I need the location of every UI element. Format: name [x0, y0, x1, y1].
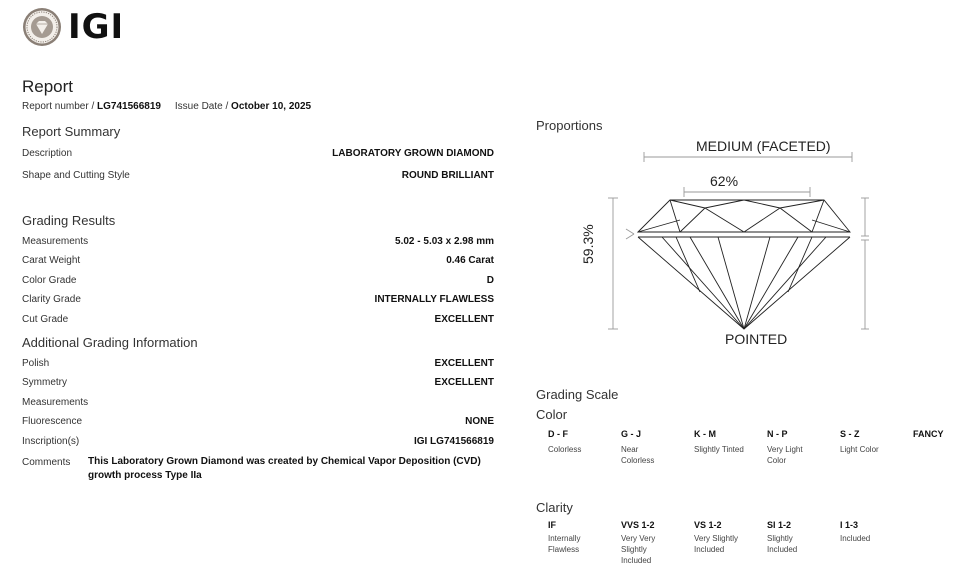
clarity-desc: Internally Flawless — [548, 534, 581, 554]
color-code: FANCY — [913, 429, 944, 439]
clarity-scale-title: Clarity — [536, 500, 573, 515]
color-code: K - M — [694, 429, 716, 439]
grading-row — [22, 314, 494, 330]
clarity-desc: Very Very Slightly Included — [621, 534, 656, 565]
row-value: EXCELLENT — [434, 358, 494, 369]
row-value: ROUND BRILLIANT — [401, 170, 494, 181]
color-desc: Near Colorless — [621, 445, 655, 465]
row-value: EXCELLENT — [434, 377, 494, 388]
row-label: Cut Grade — [22, 314, 69, 325]
comments-label: Comments — [22, 457, 71, 468]
row-label: Carat Weight — [22, 255, 81, 266]
row-label: Measurements — [22, 397, 89, 408]
report-meta — [22, 101, 311, 112]
row-value: LABORATORY GROWN DIAMOND — [332, 148, 494, 159]
color-code: S - Z — [840, 429, 860, 439]
grading-row — [22, 255, 494, 271]
girdle-label: MEDIUM (FACETED) — [696, 138, 831, 154]
clarity-code: VVS 1-2 — [621, 520, 655, 530]
grading-row — [22, 294, 494, 310]
row-label: Shape and Cutting Style — [22, 170, 130, 181]
color-desc: Colorless — [548, 445, 582, 454]
row-label: Fluorescence — [22, 416, 83, 427]
proportions-title: Proportions — [536, 118, 603, 133]
clarity-desc: Slightly Included — [767, 534, 798, 554]
color-scale-title: Color — [536, 407, 568, 422]
color-desc: Slightly Tinted — [694, 445, 744, 454]
table-label: 62% — [710, 173, 739, 189]
comments-value: This Laboratory Grown Diamond was created by Chemical Vapor Deposition (CVD) growth process Type IIa — [88, 456, 481, 481]
clarity-desc: Included — [840, 534, 871, 543]
row-value: INTERNALLY FLAWLESS — [374, 294, 494, 305]
grading-row — [22, 236, 494, 252]
row-value: 5.02 - 5.03 x 2.98 mm — [395, 236, 494, 247]
additional-info-title: Additional Grading Information — [22, 335, 198, 350]
culet-label: POINTED — [725, 331, 788, 347]
depth-label: 59.3% — [580, 224, 596, 264]
color-desc: Light Color — [840, 445, 879, 454]
clarity-code: VS 1-2 — [694, 520, 722, 530]
additional-row — [22, 358, 494, 374]
report-number: LG741566819 — [97, 101, 161, 112]
row-value: IGI LG741566819 — [413, 436, 494, 447]
summary-row — [22, 170, 494, 186]
brand-name: IGI — [68, 7, 125, 47]
grading-results-title: Grading Results — [22, 213, 116, 228]
row-label: Clarity Grade — [22, 294, 81, 305]
clarity-code: IF — [548, 520, 556, 530]
row-label: Measurements — [22, 236, 89, 247]
clarity-code: I 1-3 — [840, 520, 859, 530]
row-label: Symmetry — [22, 377, 67, 388]
summary-row — [22, 148, 494, 164]
diamond-profile-icon — [580, 132, 880, 352]
issue-date-label: Issue Date / — [174, 101, 229, 112]
grading-row — [22, 275, 494, 291]
row-label: Description — [22, 148, 73, 159]
row-label: Color Grade — [22, 275, 77, 286]
clarity-desc: Very Slightly Included — [694, 534, 739, 554]
issue-date: October 10, 2025 — [231, 101, 312, 112]
row-value: D — [486, 275, 494, 286]
proportions-diagram — [580, 132, 880, 352]
additional-row — [22, 377, 494, 393]
additional-row — [22, 436, 494, 452]
additional-row — [22, 416, 494, 432]
brand-logo — [22, 6, 124, 48]
row-value: EXCELLENT — [434, 314, 494, 325]
igi-seal-icon — [22, 7, 62, 47]
page-title: Report — [22, 77, 74, 96]
grading-scale-title: Grading Scale — [536, 387, 619, 402]
additional-row — [22, 397, 494, 413]
row-label: Polish — [22, 358, 50, 369]
row-value: 0.46 Carat — [446, 255, 494, 266]
clarity-code: SI 1-2 — [767, 520, 792, 530]
color-code: G - J — [621, 429, 642, 439]
color-code: N - P — [767, 429, 788, 439]
color-code: D - F — [548, 429, 568, 439]
color-desc: Very Light Color — [767, 445, 803, 465]
report-summary-title: Report Summary — [22, 124, 121, 139]
report-number-label: Report number / — [22, 101, 95, 112]
row-value: NONE — [465, 416, 494, 427]
row-label: Inscription(s) — [22, 436, 80, 447]
